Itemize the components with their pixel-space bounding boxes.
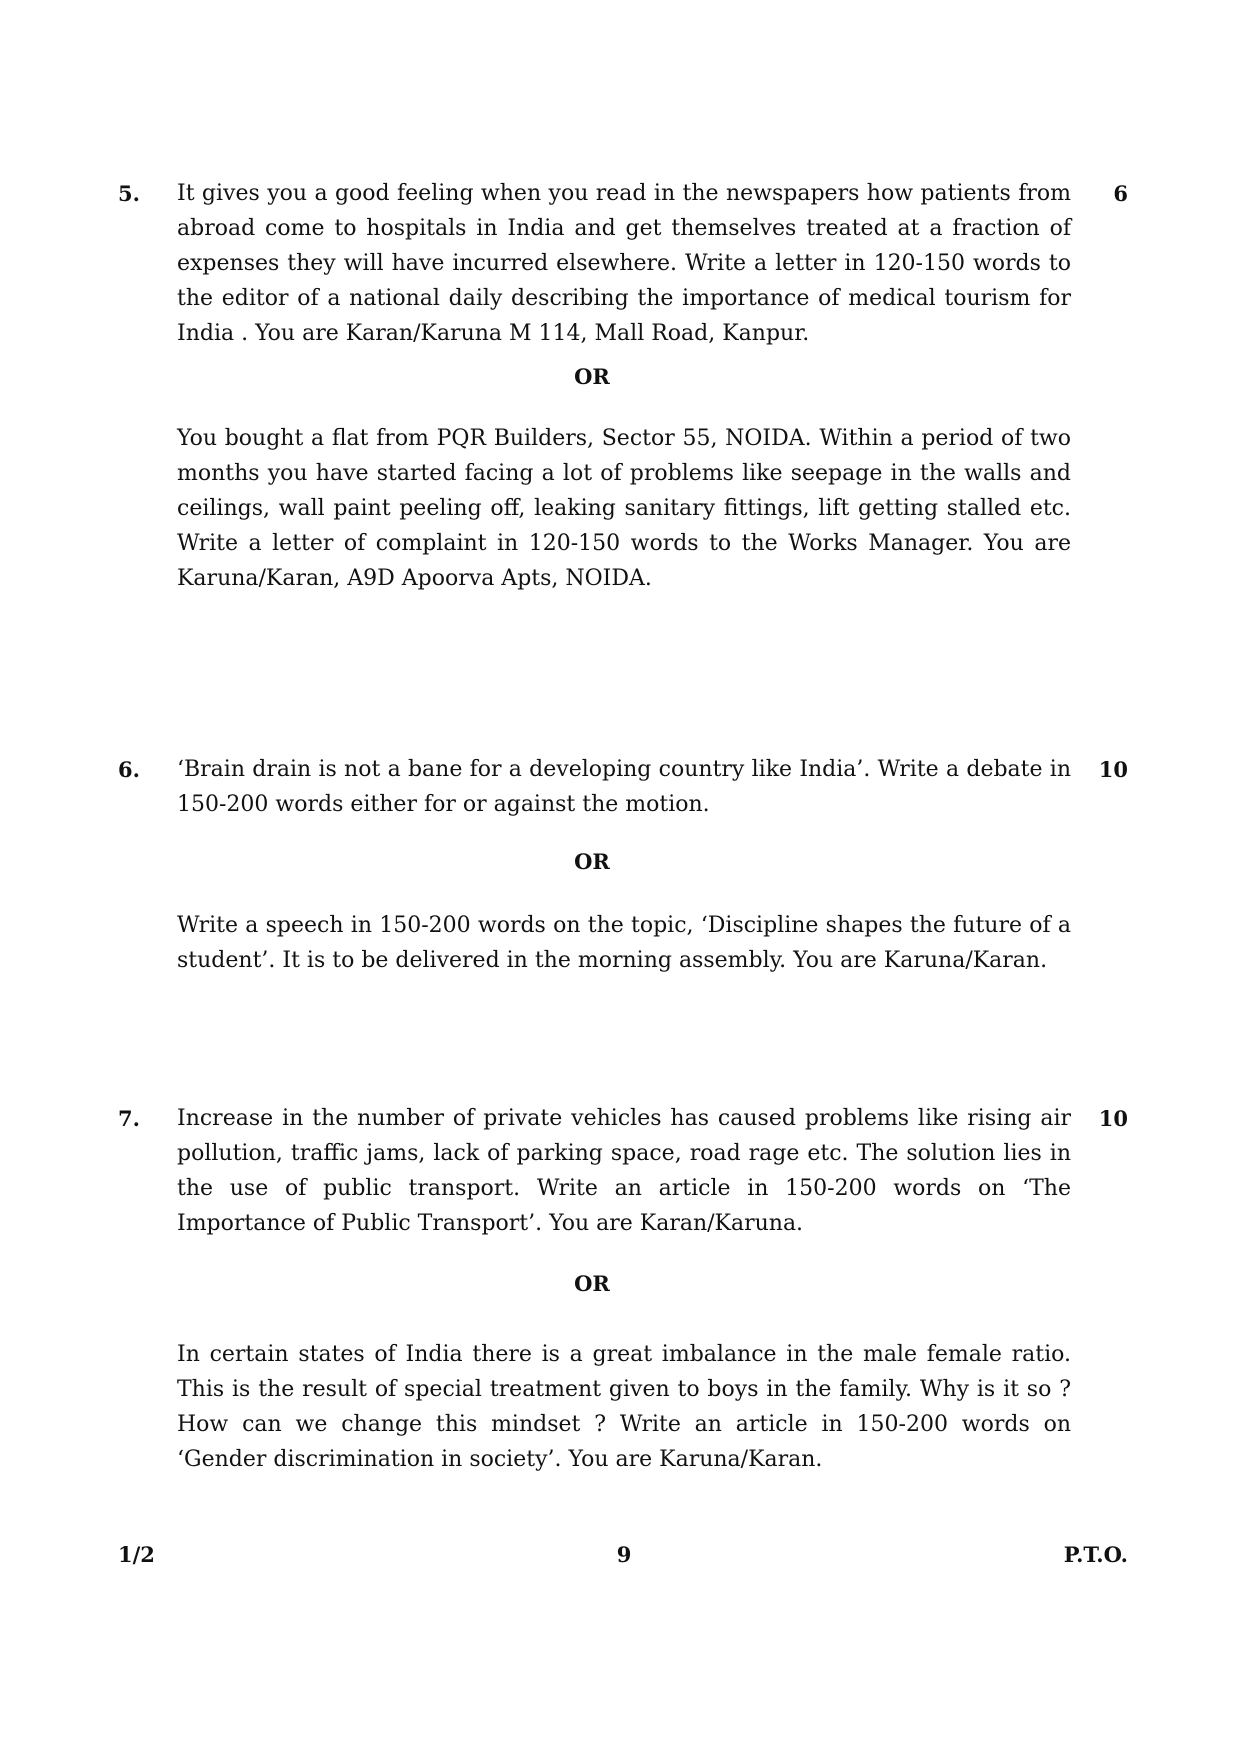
footer-code: 1/2 — [118, 1542, 155, 1567]
or-separator: OR — [574, 849, 610, 874]
footer-pto: P.T.O. — [1063, 1542, 1128, 1567]
question-text: ‘Brain drain is not a bane for a developing country like India’. Write a debate in 150-200 words either for or against the motion. — [177, 757, 1071, 817]
question-number: 6. — [118, 757, 140, 782]
question-number: 7. — [118, 1106, 140, 1131]
question-marks: 6 — [1113, 181, 1128, 206]
question-text: Increase in the number of private vehicles has caused problems like rising air pollution, traffic jams, lack of parking space, road rage etc. The solution lies in the use of public transport. Write an article in 150-200 words on ‘The Importance of Public Transport’. You are Karan/Karuna. — [177, 1106, 1071, 1236]
question-alternative-text: In certain states of India there is a great imbalance in the male female ratio. This is the result of special treatment given to boys in the family. Why is it so ? How can we change this mindset ? Write an article in 150-200 words on ‘Gender discrimination in society’. You are Karuna/Karan. — [177, 1342, 1071, 1472]
footer-page-number: 9 — [616, 1542, 632, 1567]
question-marks: 10 — [1098, 757, 1128, 782]
question-marks: 10 — [1098, 1106, 1128, 1131]
question-alternative-text: Write a speech in 150-200 words on the topic, ‘Discipline shapes the future of a student’. It is to be delivered in the morning assembly. You are Karuna/Karan. — [177, 913, 1071, 973]
or-separator: OR — [574, 364, 610, 389]
question-text: It gives you a good feeling when you read in the newspapers how patients from abroad come to hospitals in India and get themselves treated at a fraction of expenses they will have incurred elsewhere. Write a letter in 120-150 words to the editor of a national daily describing the importance of medical tourism for India . You are Karan/Karuna M 114, Mall Road, Kanpur. — [177, 181, 1071, 346]
or-separator: OR — [574, 1271, 610, 1296]
question-number: 5. — [118, 181, 140, 206]
question-alternative-text: You bought a flat from PQR Builders, Sector 55, NOIDA. Within a period of two months you have started facing a lot of problems like seepage in the walls and ceilings, wall paint peeling off, leaking sanitary fittings, lift getting stalled etc. Write a letter of complaint in 120-150 words to the Works Manager. You are Karuna/Karan, A9D Apoorva Apts, NOIDA. — [177, 426, 1071, 591]
